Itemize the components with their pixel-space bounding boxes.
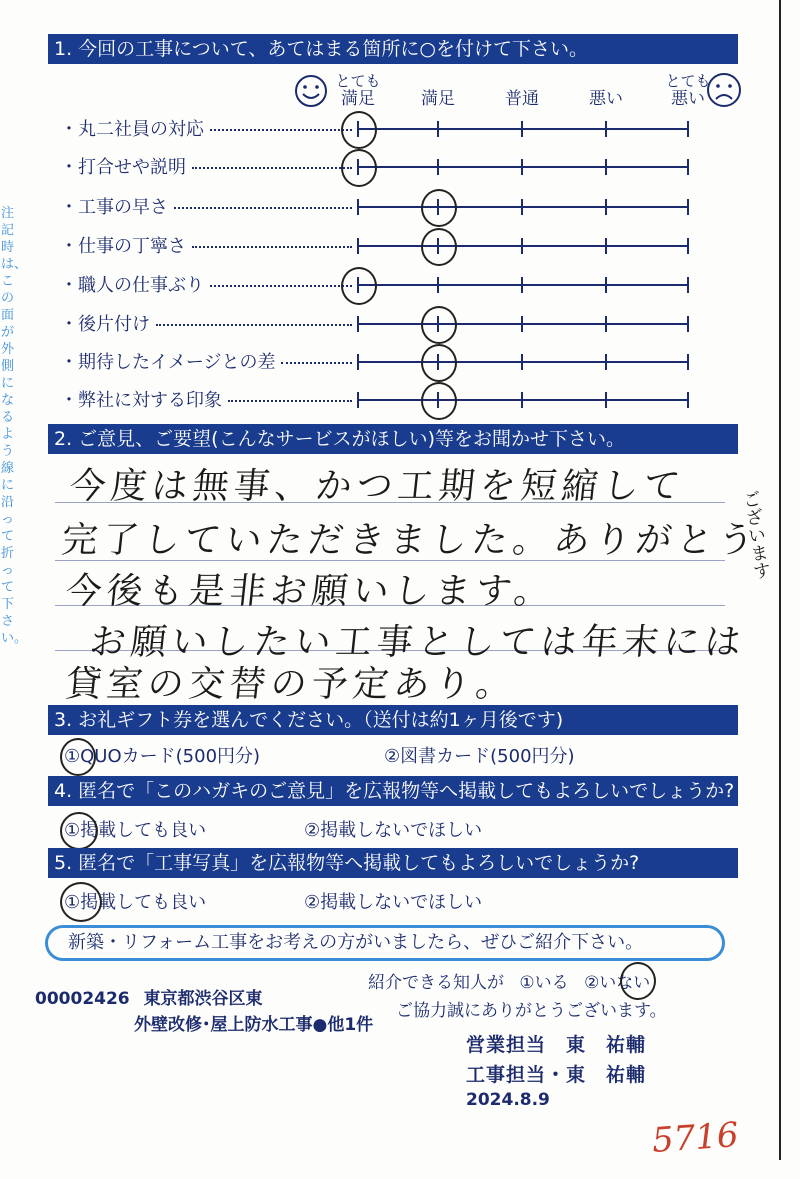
rating-row-leader	[228, 400, 352, 402]
rating-row-label: ・職人の仕事ぶり	[60, 275, 204, 296]
rating-option-tick[interactable]	[437, 159, 439, 175]
referral-banner: 新築・リフォーム工事をお考えの方がいましたら、ぜひご紹介下さい。	[45, 925, 725, 961]
customer-address: 東京都渋谷区東	[143, 989, 263, 1009]
rating-selection-circle	[341, 267, 377, 305]
gift-option-quo[interactable]: ①QUOカード(500円分)	[64, 746, 261, 767]
rating-row-label: ・仕事の丁寧さ	[60, 236, 186, 257]
rating-option-tick[interactable]	[605, 277, 607, 293]
q5-option-no[interactable]: ②掲載しないでほしい	[304, 892, 483, 913]
rating-option-tick[interactable]	[605, 392, 607, 408]
q4-option-ok[interactable]: ①掲載しても良い	[64, 820, 207, 841]
rating-row-leader	[156, 324, 352, 326]
construction-staff: 工事担当・東 祐輔	[466, 1064, 647, 1086]
rating-option-tick[interactable]	[357, 199, 359, 215]
section-3-header: 3. お礼ギフト券を選んでください。（送付は約1ヶ月後です)	[48, 705, 738, 735]
rating-row-label: ・期待したイメージとの差	[60, 352, 276, 373]
page-right-border	[779, 0, 781, 1160]
rating-option-tick[interactable]	[521, 392, 523, 408]
rating-row-leader	[210, 285, 352, 287]
scale-label-top: とても	[665, 72, 711, 90]
referral-selection-circle	[620, 962, 656, 1000]
rating-option-tick[interactable]	[521, 277, 523, 293]
rating-option-tick[interactable]	[687, 121, 689, 137]
rating-selection-circle	[421, 189, 457, 227]
rating-row-scale-line	[358, 323, 688, 325]
q4-option-no[interactable]: ②掲載しないでほしい	[304, 820, 483, 841]
rating-option-tick[interactable]	[521, 159, 523, 175]
rating-row-leader	[281, 362, 352, 364]
rating-row-label: ・後片付け	[60, 314, 150, 335]
rating-option-tick[interactable]	[687, 238, 689, 254]
customer-id-address	[35, 984, 263, 1009]
rating-row-scale-line	[358, 361, 688, 363]
comment-line-2: 完了していただきました。ありがとう	[59, 520, 761, 561]
gift-option-tosho[interactable]: ②図書カード(500円分)	[384, 746, 575, 767]
rating-row-leader	[174, 207, 352, 209]
scale-label-4	[664, 72, 712, 108]
rating-row-scale-line	[358, 166, 688, 168]
rating-option-tick[interactable]	[521, 121, 523, 137]
rating-option-tick[interactable]	[357, 238, 359, 254]
scale-label-1	[414, 90, 462, 108]
section-1-header: 1. 今回の工事について、あてはまる箇所に○を付けて下さい。	[48, 34, 738, 64]
thanks-message: ご協力誠にありがとうございます。	[396, 1001, 667, 1021]
customer-work: 外壁改修･屋上防水工事●他1件	[134, 1015, 374, 1035]
rating-row-scale-line	[358, 399, 688, 401]
rating-selection-circle	[421, 382, 457, 420]
rating-selection-circle	[421, 228, 457, 266]
rating-selection-circle	[421, 344, 457, 382]
smiley-icon	[294, 74, 328, 108]
comment-line-3: 今後も是非お願いします。	[63, 571, 557, 612]
q5-selection-circle	[60, 882, 102, 922]
rating-option-tick[interactable]	[687, 159, 689, 175]
scale-label-3	[582, 90, 630, 108]
red-handwritten-number: 5716	[650, 1115, 740, 1161]
rating-row-scale-line	[358, 206, 688, 208]
comment-line-5: 貸室の交替の予定あり。	[63, 664, 519, 705]
rating-option-tick[interactable]	[605, 238, 607, 254]
rating-option-tick[interactable]	[437, 277, 439, 293]
report-date: 2024.8.9	[466, 1090, 550, 1110]
rating-option-tick[interactable]	[687, 316, 689, 332]
rating-row-label: ・工事の早さ	[60, 197, 168, 218]
rating-option-tick[interactable]	[605, 199, 607, 215]
rating-row-label: ・弊社に対する印象	[60, 390, 222, 411]
rating-option-tick[interactable]	[687, 277, 689, 293]
comment-line-4: お願いしたい工事としては年末には	[87, 622, 748, 663]
scale-label-2	[498, 90, 546, 108]
rating-option-tick[interactable]	[605, 316, 607, 332]
scale-label-top: とても	[335, 72, 381, 90]
rating-selection-circle	[341, 149, 377, 187]
rating-option-tick[interactable]	[687, 354, 689, 370]
section-2-header: 2. ご意見、ご要望(こんなサービスがほしい)等をお聞かせ下さい。	[48, 424, 738, 454]
rating-row-scale-line	[358, 284, 688, 286]
referral-prefix: 紹介できる知人が	[368, 973, 504, 993]
rating-option-tick[interactable]	[605, 121, 607, 137]
q4-selection-circle	[60, 812, 98, 850]
sales-staff: 営業担当 東 祐輔	[466, 1034, 647, 1056]
scale-label-bottom: 満足	[341, 89, 375, 109]
section-5-header: 5. 匿名で「工事写真」を広報物等へ掲載してもよろしいでしょうか?	[48, 848, 738, 878]
rating-option-tick[interactable]	[357, 392, 359, 408]
customer-id: 00002426	[35, 989, 130, 1009]
rating-option-tick[interactable]	[437, 121, 439, 137]
rating-row-scale-line	[358, 128, 688, 130]
left-fold-note: 注記時は、この面が外側になるよう線に沿って折って下さい。	[1, 206, 28, 646]
rating-row-scale-line	[358, 245, 688, 247]
rating-row-leader	[192, 246, 352, 248]
referral-yes[interactable]: ①いる	[519, 973, 569, 993]
scale-label-bottom: 悪い	[671, 89, 705, 109]
rating-selection-circle	[421, 306, 457, 344]
rating-option-tick[interactable]	[521, 238, 523, 254]
referral-no[interactable]: ②いない	[584, 973, 651, 993]
rating-option-tick[interactable]	[605, 354, 607, 370]
comment-aside: ございます	[738, 488, 773, 581]
rating-option-tick[interactable]	[357, 316, 359, 332]
rating-option-tick[interactable]	[521, 199, 523, 215]
rating-row-leader	[192, 167, 352, 169]
rating-selection-circle	[341, 111, 377, 149]
rating-option-tick[interactable]	[605, 159, 607, 175]
rating-row-label: ・丸二社員の対応	[60, 119, 204, 140]
scale-label-bottom: 普通	[505, 89, 539, 109]
rating-row-label: ・打合せや説明	[60, 157, 186, 178]
q5-option-ok[interactable]: ①掲載しても良い	[64, 892, 207, 913]
comment-line-1: 今度は無事、かつ工期を短縮して	[67, 466, 687, 507]
rating-option-tick[interactable]	[357, 354, 359, 370]
rating-row-leader	[210, 129, 352, 131]
scale-label-bottom: 満足	[421, 89, 455, 109]
referral-question	[368, 968, 650, 993]
scale-label-bottom: 悪い	[589, 89, 623, 109]
section-4-header: 4. 匿名で「このハガキのご意見」を広報物等へ掲載してもよろしいでしょうか?	[48, 776, 738, 806]
rating-option-tick[interactable]	[687, 199, 689, 215]
rating-option-tick[interactable]	[687, 392, 689, 408]
rating-option-tick[interactable]	[521, 354, 523, 370]
scale-label-0	[334, 72, 382, 108]
gift-selection-circle	[60, 738, 96, 776]
rating-option-tick[interactable]	[521, 316, 523, 332]
